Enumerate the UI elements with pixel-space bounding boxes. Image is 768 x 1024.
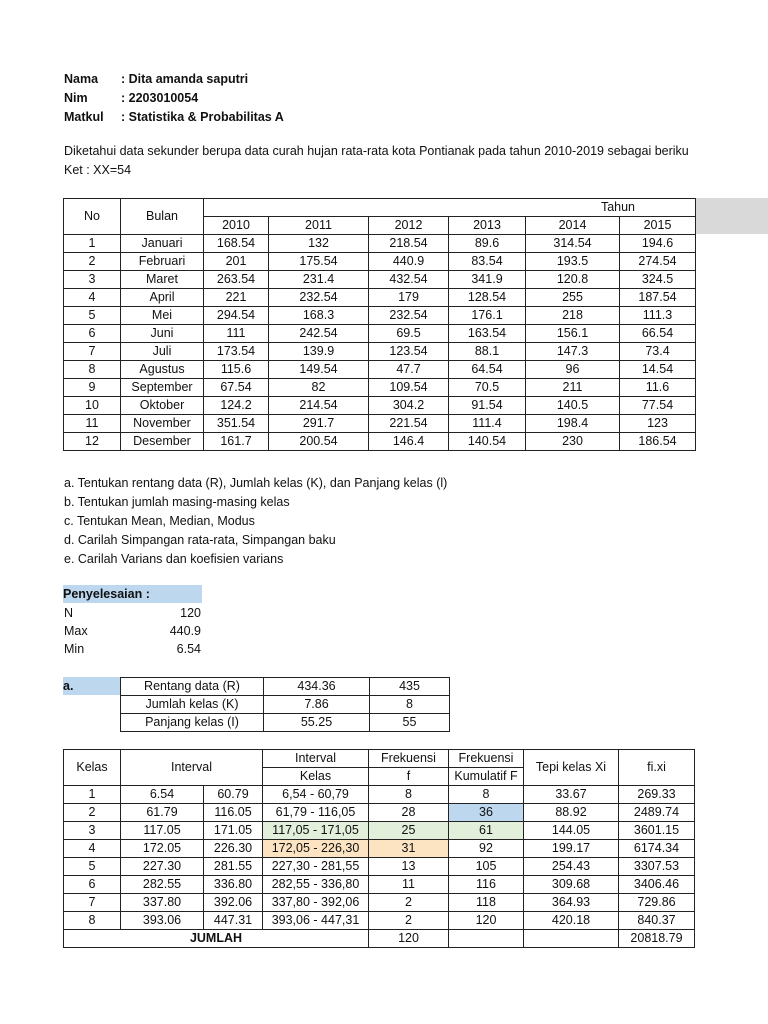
table-cell: 281.55 <box>204 858 263 876</box>
table-cell: 351.54 <box>204 415 269 433</box>
table-cell: 168.3 <box>269 307 369 325</box>
table-cell: 337.80 <box>121 894 204 912</box>
jumlah-row <box>64 930 695 948</box>
table-cell: 69.5 <box>369 325 449 343</box>
table-cell: Januari <box>121 235 204 253</box>
table-cell: 88.92 <box>524 804 619 822</box>
table-cell: 173.54 <box>204 343 269 361</box>
table-cell: 7.86 <box>264 696 370 714</box>
table-cell: 140.54 <box>449 433 526 451</box>
table-cell: 2 <box>64 253 121 271</box>
table-cell: 83.54 <box>449 253 526 271</box>
table-cell: 28 <box>369 804 449 822</box>
table-cell: 144.05 <box>524 822 619 840</box>
table-cell: 4 <box>64 840 121 858</box>
col-bulan: Bulan <box>121 199 204 235</box>
table-cell: 10 <box>64 397 121 415</box>
table-cell: 111.4 <box>449 415 526 433</box>
table-cell: 149.54 <box>269 361 369 379</box>
table-cell: 77.54 <box>620 397 696 415</box>
table-cell: 105 <box>449 858 524 876</box>
stat-max: Max 440.9 <box>64 624 201 638</box>
table-cell: 66.54 <box>620 325 696 343</box>
table-cell: 3601.15 <box>619 822 695 840</box>
table-cell: 230 <box>526 433 620 451</box>
table-cell: 227,30 - 281,55 <box>263 858 369 876</box>
table-cell: 168.54 <box>204 235 269 253</box>
table-cell: 89.6 <box>449 235 526 253</box>
table-cell: 96 <box>526 361 620 379</box>
table-cell: 120.8 <box>526 271 620 289</box>
table-cell: 364.93 <box>524 894 619 912</box>
table-cell: 8 <box>449 786 524 804</box>
frequency-table <box>63 749 695 948</box>
table-cell: 139.9 <box>269 343 369 361</box>
table-cell: 7 <box>64 894 121 912</box>
table-cell: 8 <box>64 912 121 930</box>
nama-value: : Dita amanda saputri <box>121 72 249 86</box>
table-row <box>64 822 695 840</box>
table-cell: 4 <box>64 289 121 307</box>
table-cell: Juni <box>121 325 204 343</box>
table-cell: 194.6 <box>620 235 696 253</box>
table-cell: 232.54 <box>369 307 449 325</box>
table-cell: 9 <box>64 379 121 397</box>
table-cell: 111.3 <box>620 307 696 325</box>
table-cell: 221 <box>204 289 269 307</box>
table-cell: Agustus <box>121 361 204 379</box>
table-cell: 309.68 <box>524 876 619 894</box>
table-cell: 163.54 <box>449 325 526 343</box>
table-cell: 123.54 <box>369 343 449 361</box>
table-row <box>64 804 695 822</box>
jumlah-empty-2 <box>524 930 619 948</box>
h-tepi: Tepi kelas Xi <box>524 750 619 786</box>
table-cell: 36 <box>449 804 524 822</box>
table-cell: 3406.46 <box>619 876 695 894</box>
table-row <box>121 696 450 714</box>
table-cell: 218.54 <box>369 235 449 253</box>
table-cell: 176.1 <box>449 307 526 325</box>
table-cell: 2 <box>64 804 121 822</box>
table-cell: 282.55 <box>121 876 204 894</box>
question-c: c. Tentukan Mean, Median, Modus <box>64 514 255 528</box>
table-row <box>64 271 696 289</box>
table-cell: 324.5 <box>620 271 696 289</box>
table-cell: 242.54 <box>269 325 369 343</box>
table-cell: 6174.34 <box>619 840 695 858</box>
year-header: 2014 <box>526 217 620 235</box>
table-cell: 187.54 <box>620 289 696 307</box>
table-row <box>64 253 696 271</box>
table-cell: 840.37 <box>619 912 695 930</box>
table-row <box>121 714 450 732</box>
table-row <box>64 415 696 433</box>
intro-line-2: Ket : XX=54 <box>64 163 132 177</box>
rainfall-body <box>64 235 696 451</box>
table-cell: 2489.74 <box>619 804 695 822</box>
table-cell: 70.5 <box>449 379 526 397</box>
table-cell: 60.79 <box>204 786 263 804</box>
table-row <box>121 678 450 696</box>
table-row <box>64 858 695 876</box>
nim-label: Nim <box>64 91 88 105</box>
table-cell: 31 <box>369 840 449 858</box>
table-cell: 115.6 <box>204 361 269 379</box>
table-cell: 2 <box>369 912 449 930</box>
table-cell: 67.54 <box>204 379 269 397</box>
table-cell: 291.7 <box>269 415 369 433</box>
table-cell: 128.54 <box>449 289 526 307</box>
question-e: e. Carilah Varians dan koefisien varians <box>64 552 284 566</box>
table-cell: 214.54 <box>269 397 369 415</box>
table-cell: 218 <box>526 307 620 325</box>
table-cell: 5 <box>64 858 121 876</box>
col-tahun: Tahun <box>204 199 696 217</box>
h-interval: Interval <box>121 750 263 786</box>
table-cell: 201 <box>204 253 269 271</box>
table-cell: 172,05 - 226,30 <box>263 840 369 858</box>
h-f: f <box>369 768 449 786</box>
stat-min: Min 6.54 <box>64 642 201 656</box>
table-cell: 5 <box>64 307 121 325</box>
table-cell: 47.7 <box>369 361 449 379</box>
table-cell: 116 <box>449 876 524 894</box>
table-cell: 3307.53 <box>619 858 695 876</box>
table-cell: 179 <box>369 289 449 307</box>
table-cell: 73.4 <box>620 343 696 361</box>
table-cell: 82 <box>269 379 369 397</box>
solution-title: Penyelesaian : <box>63 585 202 603</box>
jumlah-empty-1 <box>449 930 524 948</box>
table-cell: 175.54 <box>269 253 369 271</box>
matkul-label: Matkul <box>64 110 104 124</box>
table-cell: 7 <box>64 343 121 361</box>
table-cell: 341.9 <box>449 271 526 289</box>
table-cell: 116.05 <box>204 804 263 822</box>
h-frekuensi-2: Frekuensi <box>449 750 524 768</box>
table-cell: 161.7 <box>204 433 269 451</box>
rainfall-table <box>63 198 696 451</box>
table-cell: 8 <box>369 786 449 804</box>
table-cell: 64.54 <box>449 361 526 379</box>
table-cell: 200.54 <box>269 433 369 451</box>
table-cell: 393.06 <box>121 912 204 930</box>
table-cell: 447.31 <box>204 912 263 930</box>
table-cell: 120 <box>449 912 524 930</box>
year-header: 2011 <box>269 217 369 235</box>
table-cell: 232.54 <box>269 289 369 307</box>
table-cell: 123 <box>620 415 696 433</box>
table-cell: 8 <box>370 696 450 714</box>
table-cell: 92 <box>449 840 524 858</box>
table-cell: 61.79 <box>121 804 204 822</box>
table-cell: 132 <box>269 235 369 253</box>
table-cell: 227.30 <box>121 858 204 876</box>
table-cell: 2 <box>369 894 449 912</box>
table-row <box>64 786 695 804</box>
table-cell: 13 <box>369 858 449 876</box>
table-cell: 254.43 <box>524 858 619 876</box>
table-cell: Mei <box>121 307 204 325</box>
table-cell: 282,55 - 336,80 <box>263 876 369 894</box>
table-cell: 33.67 <box>524 786 619 804</box>
table-cell: 6 <box>64 325 121 343</box>
table-cell: 440.9 <box>369 253 449 271</box>
table-cell: Desember <box>121 433 204 451</box>
h-kumulatif: Kumulatif F <box>449 768 524 786</box>
gray-band <box>696 198 768 234</box>
stat-n: N 120 <box>64 606 201 620</box>
jumlah-label: JUMLAH <box>64 930 369 948</box>
table-cell: Oktober <box>121 397 204 415</box>
table-cell: 231.4 <box>269 271 369 289</box>
table-cell: 140.5 <box>526 397 620 415</box>
table-cell: Februari <box>121 253 204 271</box>
table-row <box>64 307 696 325</box>
table-row <box>64 325 696 343</box>
table-cell: 61,79 - 116,05 <box>263 804 369 822</box>
table-cell: 193.5 <box>526 253 620 271</box>
table-cell: 117,05 - 171,05 <box>263 822 369 840</box>
table-cell: 147.3 <box>526 343 620 361</box>
intro-line-1: Diketahui data sekunder berupa data curah hujan rata-rata kota Pontianak pada tahun 2010-2019 sebagai beriku <box>64 144 689 158</box>
table-cell: April <box>121 289 204 307</box>
table-cell: 146.4 <box>369 433 449 451</box>
table-cell: 109.54 <box>369 379 449 397</box>
table-cell: 6,54 - 60,79 <box>263 786 369 804</box>
table-cell: 1 <box>64 786 121 804</box>
table-cell: 198.4 <box>526 415 620 433</box>
table-cell: 226.30 <box>204 840 263 858</box>
table-row <box>64 379 696 397</box>
table-cell: 88.1 <box>449 343 526 361</box>
col-no: No <box>64 199 121 235</box>
table-cell: 434.36 <box>264 678 370 696</box>
year-header: 2010 <box>204 217 269 235</box>
table-cell: 3 <box>64 271 121 289</box>
matkul-value: : Statistika & Probabilitas A <box>121 110 284 124</box>
h-frekuensi: Frekuensi <box>369 750 449 768</box>
table-cell: Jumlah kelas (K) <box>121 696 264 714</box>
part-a-label: a. <box>63 677 120 695</box>
year-header: 2015 <box>620 217 696 235</box>
questions-list <box>64 474 447 569</box>
table-cell: 263.54 <box>204 271 269 289</box>
table-cell: 269.33 <box>619 786 695 804</box>
table-cell: 294.54 <box>204 307 269 325</box>
h-interval-2: Interval <box>263 750 369 768</box>
h-kelas: Kelas <box>64 750 121 786</box>
table-cell: Juli <box>121 343 204 361</box>
table-cell: 392.06 <box>204 894 263 912</box>
table-cell: 304.2 <box>369 397 449 415</box>
question-d: d. Carilah Simpangan rata-rata, Simpangan baku <box>64 533 336 547</box>
h-kelas-2: Kelas <box>263 768 369 786</box>
table-cell: 111 <box>204 325 269 343</box>
table-row <box>64 912 695 930</box>
table-cell: 337,80 - 392,06 <box>263 894 369 912</box>
table-cell: 91.54 <box>449 397 526 415</box>
table-cell: September <box>121 379 204 397</box>
table-row <box>64 840 695 858</box>
table-cell: 55 <box>370 714 450 732</box>
table-cell: 314.54 <box>526 235 620 253</box>
table-cell: 420.18 <box>524 912 619 930</box>
table-row <box>64 343 696 361</box>
table-cell: 61 <box>449 822 524 840</box>
table-cell: 6.54 <box>121 786 204 804</box>
table-cell: 255 <box>526 289 620 307</box>
header-block <box>64 70 284 127</box>
table-cell: 172.05 <box>121 840 204 858</box>
table-cell: 12 <box>64 433 121 451</box>
table-cell: 124.2 <box>204 397 269 415</box>
table-cell: 8 <box>64 361 121 379</box>
nama-label: Nama <box>64 72 99 86</box>
question-a: a. Tentukan rentang data (R), Jumlah kelas (K), dan Panjang kelas (l) <box>64 476 448 490</box>
table-cell: Maret <box>121 271 204 289</box>
table-cell: 186.54 <box>620 433 696 451</box>
table-cell: 6 <box>64 876 121 894</box>
table-cell: 117.05 <box>121 822 204 840</box>
table-cell: 11.6 <box>620 379 696 397</box>
year-header: 2013 <box>449 217 526 235</box>
table-cell: 432.54 <box>369 271 449 289</box>
table-cell: 211 <box>526 379 620 397</box>
nim-value: : 2203010054 <box>121 91 199 105</box>
table-cell: 11 <box>64 415 121 433</box>
table-cell: 336.80 <box>204 876 263 894</box>
table-cell: 156.1 <box>526 325 620 343</box>
table-row <box>64 894 695 912</box>
table-row <box>64 397 696 415</box>
table-cell: 199.17 <box>524 840 619 858</box>
table-cell: 118 <box>449 894 524 912</box>
jumlah-f: 120 <box>369 930 449 948</box>
table-cell: Rentang data (R) <box>121 678 264 696</box>
table-cell: 1 <box>64 235 121 253</box>
h-fixi: fi.xi <box>619 750 695 786</box>
table-cell: 221.54 <box>369 415 449 433</box>
table-cell: 171.05 <box>204 822 263 840</box>
table-row <box>64 235 696 253</box>
table-cell: 11 <box>369 876 449 894</box>
table-row <box>64 289 696 307</box>
table-cell: Panjang kelas (I) <box>121 714 264 732</box>
table-row <box>64 876 695 894</box>
year-header: 2012 <box>369 217 449 235</box>
table-cell: 729.86 <box>619 894 695 912</box>
solution-stats <box>64 604 201 658</box>
table-row <box>64 361 696 379</box>
question-b: b. Tentukan jumlah masing-masing kelas <box>64 495 290 509</box>
table-cell: 25 <box>369 822 449 840</box>
table-cell: 274.54 <box>620 253 696 271</box>
table-row <box>64 433 696 451</box>
part-a-table <box>120 677 450 732</box>
table-cell: 393,06 - 447,31 <box>263 912 369 930</box>
table-cell: 14.54 <box>620 361 696 379</box>
table-cell: November <box>121 415 204 433</box>
jumlah-fixi: 20818.79 <box>619 930 695 948</box>
table-cell: 55.25 <box>264 714 370 732</box>
table-cell: 3 <box>64 822 121 840</box>
table-cell: 435 <box>370 678 450 696</box>
